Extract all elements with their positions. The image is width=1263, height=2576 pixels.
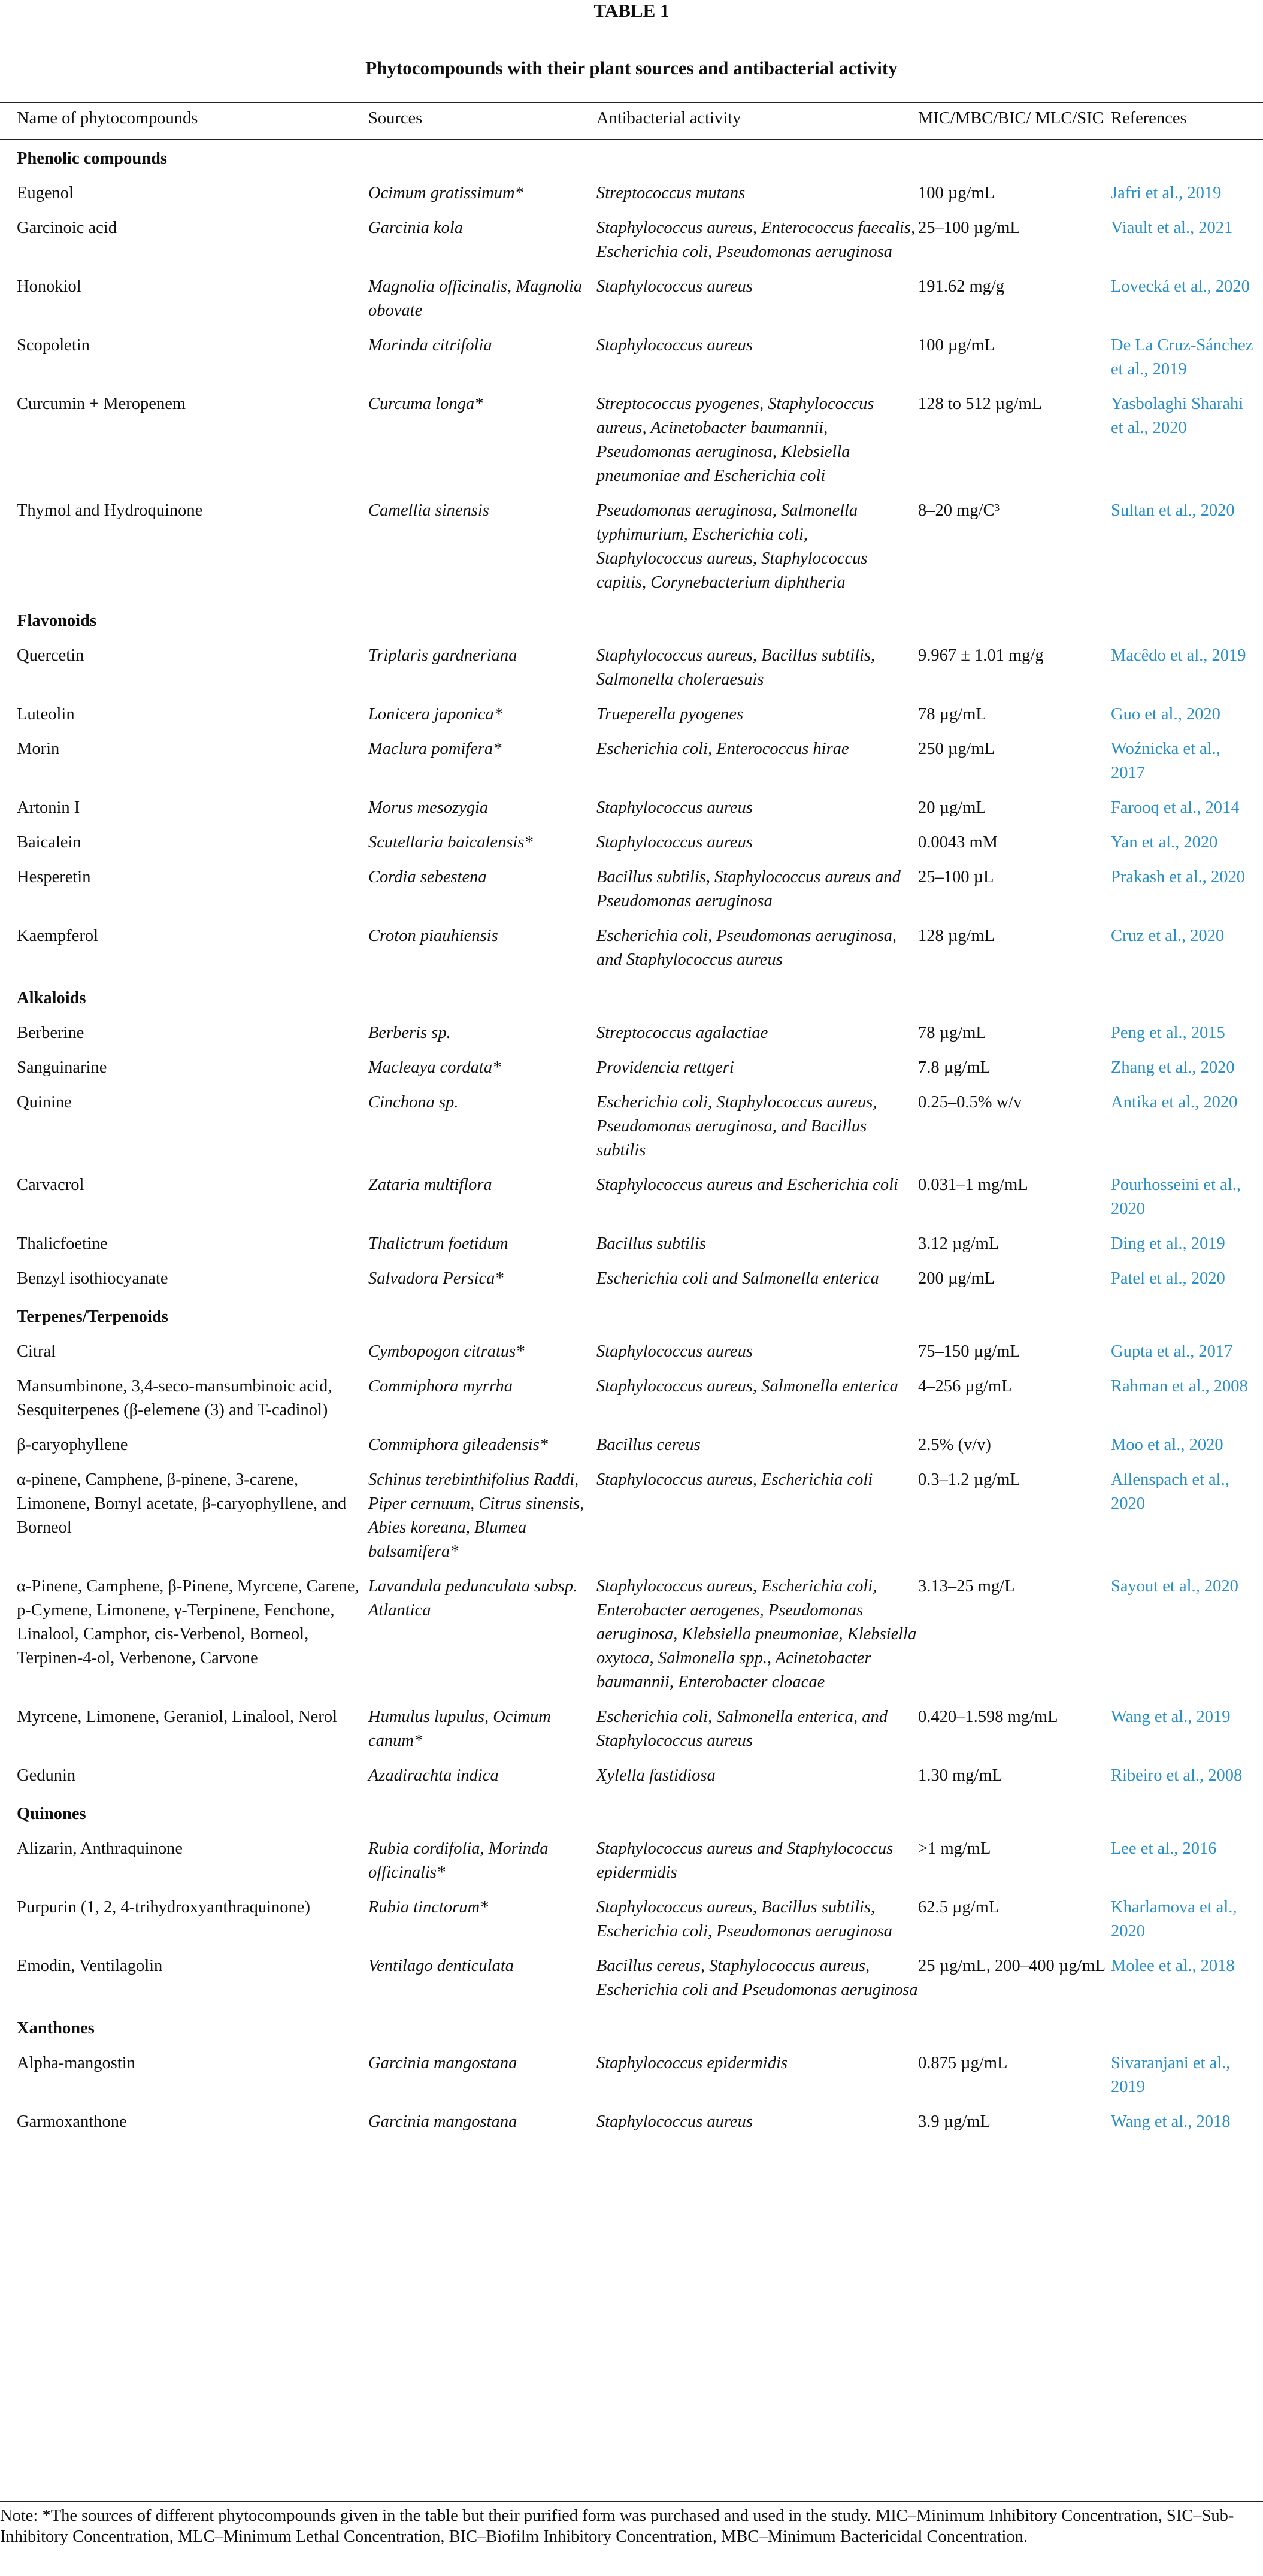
- compound-name: Gedunin: [17, 1766, 76, 1785]
- reference-link[interactable]: Farooq et al., 2014: [1111, 798, 1240, 817]
- mic-value: 9.967 ± 1.01 mg/g: [918, 646, 1044, 665]
- plant-source: Garcinia mangostana: [368, 2112, 517, 2131]
- mic-value: 25 µg/mL, 200–400 µg/mL: [918, 1957, 1106, 1975]
- table-row: [17, 827, 1256, 861]
- compound-name: Eugenol: [17, 184, 74, 202]
- antibacterial-activity: Staphylococcus aureus: [596, 1342, 753, 1361]
- mic-value: 78 µg/mL: [918, 705, 986, 724]
- reference-link[interactable]: Macêdo et al., 2019: [1111, 646, 1246, 665]
- header-references: References: [1111, 109, 1187, 128]
- compound-name: Thalicfoetine: [17, 1234, 108, 1253]
- antibacterial-activity: Staphylococcus aureus and Staphylococcus epidermidis: [596, 1839, 894, 1882]
- compound-name: Morin: [17, 740, 60, 758]
- antibacterial-activity: Staphylococcus aureus: [596, 2112, 753, 2131]
- antibacterial-activity: Staphylococcus epidermidis: [596, 2054, 788, 2072]
- plant-source: Garcinia mangostana: [368, 2054, 517, 2072]
- reference-link[interactable]: Patel et al., 2020: [1111, 1269, 1225, 1288]
- section-header-row: [17, 1794, 1256, 1833]
- plant-source: Schinus terebinthifolius Raddi, Piper cernuum, Citrus sinensis, Abies koreana, Blumea balsamifera*: [368, 1470, 584, 1561]
- mic-value: 25–100 µg/mL: [918, 219, 1020, 237]
- mic-value: 128 µg/mL: [918, 927, 995, 945]
- reference-link[interactable]: Prakash et al., 2020: [1111, 868, 1245, 886]
- table-row: [17, 1228, 1256, 1263]
- table-row: [17, 640, 1256, 698]
- table-row: [17, 920, 1256, 979]
- compound-name: Berberine: [17, 1024, 84, 1042]
- reference-link[interactable]: Woźnicka et al., 2017: [1111, 740, 1220, 782]
- table-row: [17, 1833, 1256, 1891]
- antibacterial-activity: Escherichia coli and Salmonella enterica: [596, 1269, 879, 1288]
- reference-link[interactable]: Antika et al., 2020: [1111, 1093, 1238, 1112]
- compound-name: Quinine: [17, 1093, 72, 1112]
- plant-source: Scutellaria baicalensis*: [368, 833, 533, 852]
- compound-name: Alizarin, Anthraquinone: [17, 1839, 183, 1858]
- table-row: [17, 1570, 1256, 1701]
- section-header-row: [17, 139, 1256, 177]
- header-name: Name of phytocompounds: [17, 109, 198, 128]
- antibacterial-activity: Providencia rettgeri: [596, 1058, 734, 1077]
- section-title: Phenolic compounds: [17, 149, 168, 168]
- reference-link[interactable]: Sultan et al., 2020: [1111, 501, 1235, 520]
- compound-name: Alpha-mangostin: [17, 2054, 135, 2072]
- plant-source: Ocimum gratissimum*: [368, 184, 523, 202]
- plant-source: Curcuma longa*: [368, 395, 483, 413]
- reference-link[interactable]: Jafri et al., 2019: [1111, 184, 1222, 202]
- antibacterial-activity: Pseudomonas aeruginosa, Salmonella typhimurium, Escherichia coli, Staphylococcus aureus, Staphylococcus capitis, Corynebacterium diphtheria: [596, 501, 868, 592]
- mic-value: 4–256 µg/mL: [918, 1377, 1012, 1396]
- plant-source: Berberis sp.: [368, 1024, 451, 1042]
- plant-source: Humulus lupulus, Ocimum canum*: [368, 1708, 551, 1750]
- reference-link[interactable]: Ding et al., 2019: [1111, 1234, 1225, 1253]
- plant-source: Camellia sinensis: [368, 501, 489, 520]
- antibacterial-activity: Staphylococcus aureus, Bacillus subtilis, Salmonella choleraesuis: [596, 646, 876, 689]
- reference-link[interactable]: Cruz et al., 2020: [1111, 927, 1225, 945]
- table-title: Phytocompounds with their plant sources and antibacterial activity: [365, 57, 898, 78]
- mic-value: 128 to 512 µg/mL: [918, 395, 1043, 413]
- compound-name: Benzyl isothiocyanate: [17, 1269, 168, 1288]
- header-rule: [0, 139, 1263, 140]
- table-row: [17, 1370, 1256, 1429]
- table-row: [17, 1169, 1256, 1228]
- compound-name: Baicalein: [17, 833, 81, 852]
- plant-source: Zataria multiflora: [368, 1176, 492, 1194]
- mic-value: 0.875 µg/mL: [918, 2054, 1008, 2072]
- section-title: Alkaloids: [17, 989, 86, 1007]
- mic-value: 0.420–1.598 mg/mL: [918, 1708, 1058, 1726]
- antibacterial-activity: Staphylococcus aureus, Escherichia coli, Enterobacter aerogenes, Pseudomonas aeruginosa, Klebsiella pneumoniae, Klebsiella oxytoca, Salmonella spp., Acinetobacter baumannii, Enterobacter cloacae: [596, 1577, 917, 1691]
- plant-source: Azadirachta indica: [368, 1766, 499, 1785]
- antibacterial-activity: Bacillus subtilis, Staphylococcus aureus and Pseudomonas aeruginosa: [596, 868, 901, 910]
- table-row: [17, 792, 1256, 827]
- reference-link[interactable]: Wang et al., 2019: [1111, 1708, 1231, 1726]
- plant-source: Cymbopogon citratus*: [368, 1342, 525, 1361]
- plant-source: Cinchona sp.: [368, 1093, 459, 1112]
- section-title: Xanthones: [17, 2019, 95, 2038]
- plant-source: Lavandula pedunculata subsp. Atlantica: [368, 1577, 578, 1620]
- reference-link[interactable]: Gupta et al., 2017: [1111, 1342, 1233, 1361]
- table-row: [17, 1263, 1256, 1297]
- section-title: Terpenes/Terpenoids: [17, 1307, 168, 1326]
- compound-name: Honokiol: [17, 277, 81, 296]
- compound-name: Emodin, Ventilagolin: [17, 1957, 163, 1975]
- table-row: [17, 1336, 1256, 1370]
- compound-name: Kaempferol: [17, 927, 99, 945]
- table-row: [17, 1760, 1256, 1794]
- reference-link[interactable]: Molee et al., 2018: [1111, 1957, 1235, 1975]
- mic-value: 100 µg/mL: [918, 336, 995, 355]
- plant-source: Maclura pomifera*: [368, 740, 502, 758]
- table-row: [17, 271, 1256, 329]
- reference-link[interactable]: Yasbolaghi Sharahi et al., 2020: [1111, 395, 1244, 437]
- header-sources: Sources: [368, 109, 423, 128]
- table-row: [17, 1429, 1256, 1464]
- antibacterial-activity: Streptococcus agalactiae: [596, 1024, 768, 1042]
- mic-value: 0.25–0.5% w/v: [918, 1093, 1022, 1112]
- mic-value: 3.9 µg/mL: [918, 2112, 991, 2131]
- table-row: [17, 1891, 1256, 1950]
- antibacterial-activity: Trueperella pyogenes: [596, 705, 744, 724]
- reference-link[interactable]: Sayout et al., 2020: [1111, 1577, 1238, 1596]
- compound-name: Carvacrol: [17, 1176, 84, 1194]
- table-row: [17, 1464, 1256, 1570]
- plant-source: Magnolia officinalis, Magnolia obovate: [368, 277, 583, 320]
- table-row: [17, 177, 1256, 212]
- compound-name: Myrcene, Limonene, Geraniol, Linalool, Nerol: [17, 1708, 337, 1726]
- mic-value: 200 µg/mL: [918, 1269, 995, 1288]
- mic-value: 1.30 mg/mL: [918, 1766, 1002, 1785]
- compound-name: Quercetin: [17, 646, 84, 665]
- bottom-rule: [0, 2501, 1263, 2502]
- compound-name: Hesperetin: [17, 868, 91, 886]
- table-row: [17, 1052, 1256, 1086]
- mic-value: 62.5 µg/mL: [918, 1898, 1000, 1917]
- reference-link[interactable]: Rahman et al., 2008: [1111, 1377, 1248, 1396]
- compound-name: Citral: [17, 1342, 56, 1361]
- antibacterial-activity: Staphylococcus aureus, Bacillus subtilis, Escherichia coli, Pseudomonas aeruginosa: [596, 1898, 892, 1941]
- plant-source: Thalictrum foetidum: [368, 1234, 508, 1253]
- mic-value: 7.8 µg/mL: [918, 1058, 991, 1077]
- table-row: [17, 733, 1256, 792]
- plant-source: Triplaris gardneriana: [368, 646, 517, 665]
- antibacterial-activity: Staphylococcus aureus: [596, 277, 753, 296]
- antibacterial-activity: Streptococcus pyogenes, Staphylococcus aureus, Acinetobacter baumannii, Pseudomonas aeruginosa, Klebsiella pneumoniae and Escherichia coli: [596, 395, 874, 485]
- table-body: [17, 139, 1256, 2141]
- reference-link[interactable]: Wang et al., 2018: [1111, 2112, 1231, 2131]
- antibacterial-activity: Staphylococcus aureus, Salmonella enterica: [596, 1377, 898, 1396]
- reference-link[interactable]: Kharlamova et al., 2020: [1111, 1898, 1237, 1941]
- antibacterial-activity: Staphylococcus aureus: [596, 798, 753, 817]
- plant-source: Morinda citrifolia: [368, 336, 492, 355]
- compound-name: β-caryophyllene: [17, 1436, 128, 1454]
- compound-name: Sanguinarine: [17, 1058, 107, 1077]
- mic-value: 250 µg/mL: [918, 740, 995, 758]
- reference-link[interactable]: Lovecká et al., 2020: [1111, 277, 1250, 296]
- compound-name: Garcinoic acid: [17, 219, 117, 237]
- plant-source: Morus mesozygia: [368, 798, 489, 817]
- header-row: [17, 103, 1256, 139]
- compound-name: α-pinene, Camphene, β-pinene, 3-carene, Limonene, Bornyl acetate, β-caryophyllene, and Borneol: [17, 1470, 347, 1537]
- antibacterial-activity: Streptococcus mutans: [596, 184, 746, 202]
- antibacterial-activity: Staphylococcus aureus: [596, 833, 753, 852]
- plant-source: Rubia cordifolia, Morinda officinalis*: [368, 1839, 549, 1882]
- plant-source: Macleaya cordata*: [368, 1058, 501, 1077]
- reference-link[interactable]: Viault et al., 2021: [1111, 219, 1233, 237]
- phytocompound-table: [17, 103, 1256, 2141]
- reference-link[interactable]: Sivaranjani et al., 2019: [1111, 2054, 1231, 2096]
- mic-value: 3.12 µg/mL: [918, 1234, 1000, 1253]
- table-row: [17, 2106, 1256, 2141]
- table-row: [17, 1086, 1256, 1169]
- table-row: [17, 329, 1256, 388]
- antibacterial-activity: Escherichia coli, Pseudomonas aeruginosa, and Staphylococcus aureus: [596, 927, 897, 969]
- mic-value: 0.0043 mM: [918, 833, 998, 852]
- header-activity: Antibacterial activity: [596, 109, 741, 128]
- reference-link[interactable]: Pourhosseini et al., 2020: [1111, 1176, 1241, 1218]
- mic-value: 78 µg/mL: [918, 1024, 986, 1042]
- plant-source: Lonicera japonica*: [368, 705, 503, 724]
- section-title: Flavonoids: [17, 612, 97, 630]
- mic-value: >1 mg/mL: [918, 1839, 991, 1858]
- table-label: TABLE 1: [593, 0, 670, 21]
- antibacterial-activity: Staphylococcus aureus, Enterococcus faecalis, Escherichia coli, Pseudomonas aeruginosa: [596, 219, 916, 261]
- antibacterial-activity: Xylella fastidiosa: [596, 1766, 716, 1785]
- plant-source: Rubia tinctorum*: [368, 1898, 489, 1917]
- table-row: [17, 388, 1256, 495]
- reference-link[interactable]: Ribeiro et al., 2008: [1111, 1766, 1243, 1785]
- antibacterial-activity: Bacillus cereus: [596, 1436, 701, 1454]
- mic-value: 100 µg/mL: [918, 184, 995, 202]
- reference-link[interactable]: Allenspach et al., 2020: [1111, 1470, 1229, 1513]
- reference-link[interactable]: Peng et al., 2015: [1111, 1024, 1225, 1042]
- section-header-row: [17, 2009, 1256, 2047]
- table-row: [17, 212, 1256, 271]
- table-note: Note: *The sources of different phytocompounds given in the table but their purified form was purchased and used in the study. MIC–Minimum Inhibitory Concentration, SIC–Sub-Inhibitory Concentration, MLC–Minimum Lethal Concentration, BIC–Biofilm Inhibitory Concentration, MBC–Minimum Bactericidal Concentration.: [0, 2507, 1234, 2546]
- section-title: Quinones: [17, 1805, 86, 1823]
- header-mic: MIC/MBC/BIC/ MLC/SIC: [918, 109, 1104, 128]
- mic-value: 75–150 µg/mL: [918, 1342, 1020, 1361]
- antibacterial-activity: Bacillus subtilis: [596, 1234, 706, 1253]
- table-row: [17, 861, 1256, 920]
- table-row: [17, 698, 1256, 733]
- plant-source: Commiphora myrrha: [368, 1377, 513, 1396]
- antibacterial-activity: Bacillus cereus, Staphylococcus aureus, Escherichia coli and Pseudomonas aeruginosa: [596, 1957, 918, 1999]
- table-row: [17, 1950, 1256, 2009]
- table-row: [17, 1701, 1256, 1760]
- antibacterial-activity: Escherichia coli, Salmonella enterica, and Staphylococcus aureus: [596, 1708, 888, 1750]
- plant-source: Salvadora Persica*: [368, 1269, 504, 1288]
- reference-link[interactable]: Zhang et al., 2020: [1111, 1058, 1235, 1077]
- compound-name: α-Pinene, Camphene, β-Pinene, Myrcene, Carene, p-Cymene, Limonene, γ-Terpinene, Fenchone, Linalool, Camphor, cis-Verbenol, Borneol, Terpinen-4-ol, Verbenone, Carvone: [17, 1577, 359, 1667]
- reference-link[interactable]: Moo et al., 2020: [1111, 1436, 1223, 1454]
- mic-value: 25–100 µL: [918, 868, 994, 886]
- mic-value: 0.031–1 mg/mL: [918, 1176, 1028, 1194]
- compound-name: Scopoletin: [17, 336, 90, 355]
- compound-name: Artonin I: [17, 798, 80, 817]
- table-row: [17, 1017, 1256, 1052]
- mic-value: 3.13–25 mg/L: [918, 1577, 1015, 1596]
- antibacterial-activity: Staphylococcus aureus and Escherichia coli: [596, 1176, 898, 1194]
- plant-source: Garcinia kola: [368, 219, 464, 237]
- compound-name: Thymol and Hydroquinone: [17, 501, 203, 520]
- antibacterial-activity: Staphylococcus aureus: [596, 336, 753, 355]
- reference-link[interactable]: Guo et al., 2020: [1111, 705, 1220, 724]
- plant-source: Croton piauhiensis: [368, 927, 498, 945]
- compound-name: Purpurin (1, 2, 4-trihydroxyanthraquinone): [17, 1898, 310, 1917]
- reference-link[interactable]: Yan et al., 2020: [1111, 833, 1218, 852]
- reference-link[interactable]: De La Cruz-Sánchez et al., 2019: [1111, 336, 1253, 379]
- compound-name: Curcumin + Meropenem: [17, 395, 186, 413]
- plant-source: Commiphora gileadensis*: [368, 1436, 549, 1454]
- mic-value: 20 µg/mL: [918, 798, 986, 817]
- table-row: [17, 2047, 1256, 2106]
- mic-value: 2.5% (v/v): [918, 1436, 991, 1454]
- antibacterial-activity: Escherichia coli, Staphylococcus aureus, Pseudomonas aeruginosa, and Bacillus subtilis: [596, 1093, 877, 1160]
- section-header-row: [17, 601, 1256, 640]
- plant-source: Cordia sebestena: [368, 868, 487, 886]
- compound-name: Mansumbinone, 3,4-seco-mansumbinoic acid, Sesquiterpenes (β-elemene (3) and T-cadinol): [17, 1377, 332, 1419]
- mic-value: 8–20 mg/C³: [918, 501, 1000, 520]
- table-row: [17, 495, 1256, 601]
- section-header-row: [17, 979, 1256, 1017]
- antibacterial-activity: Escherichia coli, Enterococcus hirae: [596, 740, 849, 758]
- antibacterial-activity: Staphylococcus aureus, Escherichia coli: [596, 1470, 873, 1489]
- mic-value: 0.3–1.2 µg/mL: [918, 1470, 1020, 1489]
- plant-source: Ventilago denticulata: [368, 1957, 514, 1975]
- reference-link[interactable]: Lee et al., 2016: [1111, 1839, 1217, 1858]
- compound-name: Luteolin: [17, 705, 75, 724]
- mic-value: 191.62 mg/g: [918, 277, 1005, 296]
- section-header-row: [17, 1297, 1256, 1336]
- compound-name: Garmoxanthone: [17, 2112, 127, 2131]
